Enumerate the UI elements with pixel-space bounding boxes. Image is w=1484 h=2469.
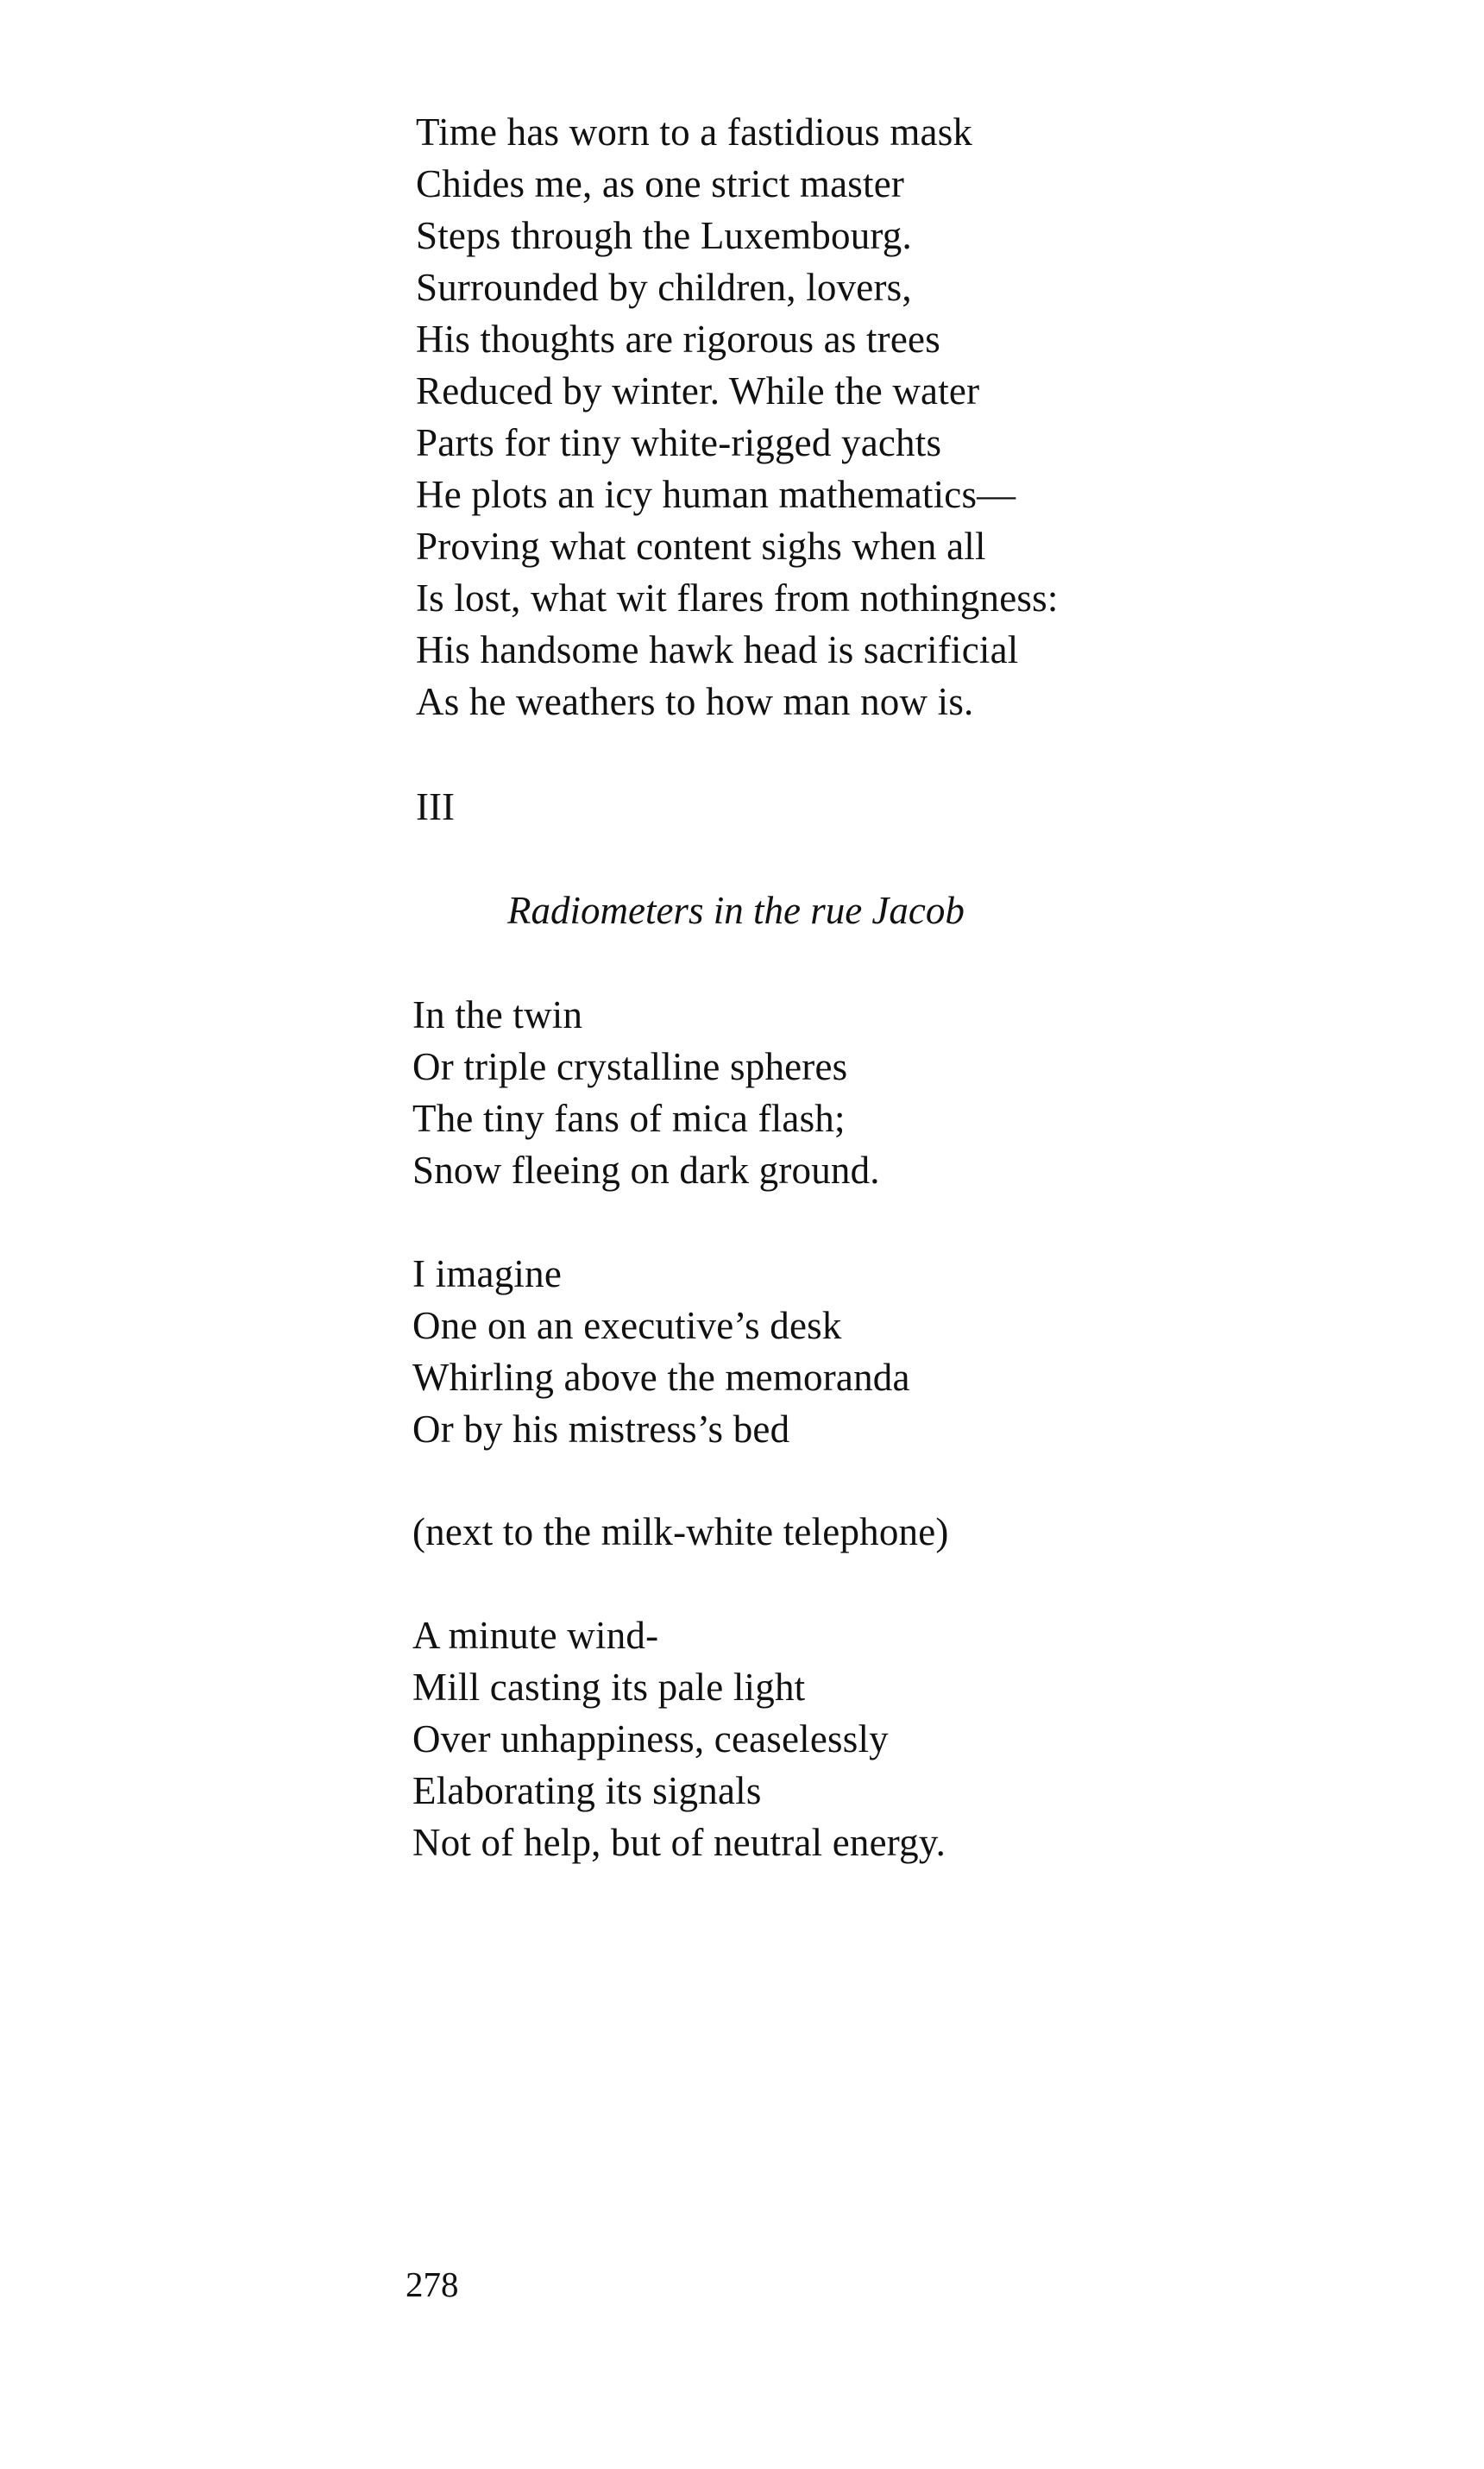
poem-stanza xyxy=(412,989,880,1196)
poem-line: I imagine xyxy=(412,1252,562,1295)
poem-line: In the twin xyxy=(412,993,583,1036)
poem-line: Whirling above the memoranda xyxy=(412,1356,910,1399)
poem-line: As he weathers to how man now is. xyxy=(416,680,974,723)
poem-stanza xyxy=(412,1506,949,1558)
poem-line: Parts for tiny white-rigged yachts xyxy=(416,421,942,464)
poem-line: His thoughts are rigorous as trees xyxy=(416,318,940,361)
poem-title: Radiometers in the rue Jacob xyxy=(507,889,965,932)
poem-line: Mill casting its pale light xyxy=(412,1666,806,1709)
poem-line: A minute wind- xyxy=(412,1614,659,1657)
poem-line: He plots an icy human mathematics— xyxy=(416,473,1016,516)
poem-line: Over unhappiness, ceaselessly xyxy=(412,1717,889,1760)
poem-line: Not of help, but of neutral energy. xyxy=(412,1821,946,1864)
poem-line: Steps through the Luxembourg. xyxy=(416,214,912,257)
poem-stanza xyxy=(412,1609,946,1868)
poem-line: The tiny fans of mica flash; xyxy=(412,1097,846,1140)
poem-line: Is lost, what wit flares from nothingness: xyxy=(416,576,1059,620)
poem-line: His handsome hawk head is sacrificial xyxy=(416,628,1019,671)
poem-line: Elaborating its signals xyxy=(412,1769,762,1812)
poem-line: Or by his mistress’s bed xyxy=(412,1408,790,1451)
poem-stanza xyxy=(412,1248,910,1455)
poem-line: Or triple crystalline spheres xyxy=(412,1045,848,1088)
poem-line: Surrounded by children, lovers, xyxy=(416,266,912,309)
poem-line: Reduced by winter. While the water xyxy=(416,369,980,413)
poem-line: (next to the milk-white telephone) xyxy=(412,1510,949,1553)
page-number: 278 xyxy=(406,2264,459,2304)
poem-line: Time has worn to a fastidious mask xyxy=(416,110,973,154)
poem-line: Proving what content sighs when all xyxy=(416,525,986,568)
poem-line: Snow fleeing on dark ground. xyxy=(412,1149,880,1192)
section-numeral: III xyxy=(416,785,455,828)
poem-line: Chides me, as one strict master xyxy=(416,162,905,205)
poem-line: One on an executive’s desk xyxy=(412,1304,842,1347)
poem-stanza-continued xyxy=(416,106,1059,727)
